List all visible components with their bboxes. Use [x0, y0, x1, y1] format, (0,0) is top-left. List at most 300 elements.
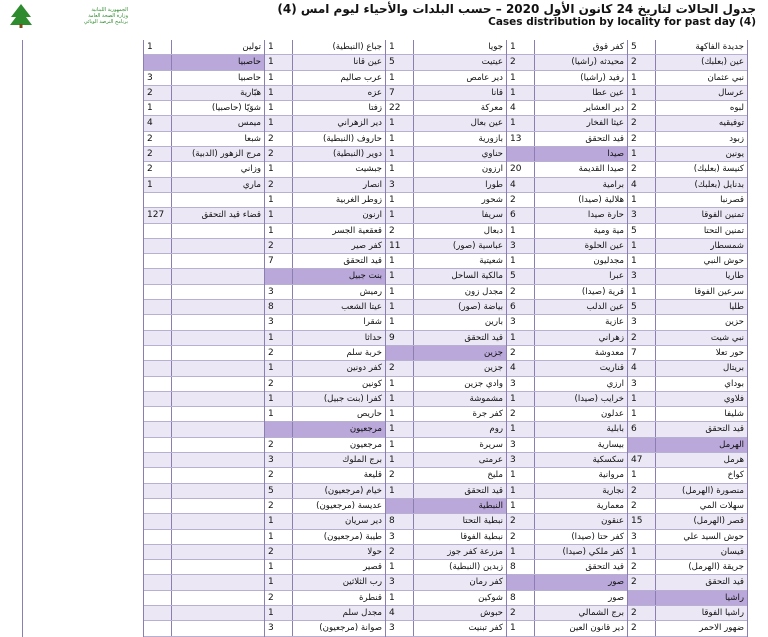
case-count: 1 [265, 514, 293, 528]
case-count: 3 [628, 530, 656, 544]
locality-name: طليا [729, 302, 744, 313]
locality-name: نبي شيت [710, 332, 744, 343]
locality-name: طورا [485, 179, 503, 190]
table-row [628, 254, 747, 269]
table-row [386, 468, 506, 483]
locality-name: قيد التحقق [585, 133, 624, 144]
locality-name: جديدة الفاكهة [695, 42, 744, 52]
locality-name: كنيسة (بعلبك) [693, 164, 744, 175]
locality-name [172, 530, 264, 544]
table-row [144, 132, 264, 147]
table-column [627, 40, 748, 637]
locality-name: توفيقيه [718, 118, 744, 129]
case-count: 1 [265, 530, 293, 544]
district-header-row [265, 269, 385, 284]
case-count: 2 [386, 361, 414, 375]
page-header [156, 2, 756, 29]
case-count [144, 407, 172, 421]
locality-name: تمنين التحتا [703, 225, 744, 236]
table-row [386, 162, 506, 177]
table-row [144, 101, 264, 116]
case-count: 1 [386, 71, 414, 85]
table-row [507, 606, 627, 621]
case-count: 6 [628, 422, 656, 436]
table-row [507, 438, 627, 453]
case-count: 1 [628, 254, 656, 268]
locality-name: جزين [484, 363, 503, 374]
case-count [144, 422, 172, 436]
table-row [386, 621, 506, 636]
case-count: 2 [507, 530, 535, 544]
case-count [265, 269, 293, 283]
table-row [507, 208, 627, 223]
case-count: 1 [265, 162, 293, 176]
locality-name [172, 438, 264, 452]
locality-name: كونين [361, 378, 382, 389]
locality-name: مرجعيون [349, 424, 382, 435]
district-header-row [628, 438, 747, 453]
locality-name: صور [608, 592, 624, 603]
locality-name [172, 361, 264, 375]
case-count: 1 [507, 71, 535, 85]
locality-name: لبوه [729, 103, 744, 114]
page-title-english: Cases distribution by locality for past day (4) [488, 16, 756, 28]
case-count: 1 [386, 285, 414, 299]
locality-name: معدوشة [594, 347, 624, 358]
locality-name: قيد التحقق [705, 577, 744, 588]
table-row [386, 254, 506, 269]
locality-name: ارزون [481, 164, 503, 175]
table-row [628, 55, 747, 70]
table-row [628, 71, 747, 86]
table-row [628, 575, 747, 590]
locality-name: مشموشة [469, 393, 503, 404]
locality-name: حناوي [481, 149, 503, 160]
case-count: 3 [628, 208, 656, 222]
table-row [144, 560, 264, 575]
case-count: 4 [507, 101, 535, 115]
case-count: 3 [265, 315, 293, 329]
table-row [265, 575, 385, 590]
locality-name: انصار [362, 179, 382, 190]
locality-name: صيدا [607, 149, 624, 160]
case-count: 1 [628, 193, 656, 207]
locality-name: رب الثلاثين [342, 577, 382, 588]
table-row [144, 499, 264, 514]
table-row [386, 101, 506, 116]
case-count [628, 438, 656, 452]
case-count: 1 [265, 361, 293, 375]
table-row [386, 147, 506, 162]
locality-name [172, 484, 264, 498]
table-row [628, 101, 747, 116]
locality-name: جويا [488, 42, 503, 52]
table-row [628, 514, 747, 529]
case-count: 20 [507, 162, 535, 176]
table-row [507, 560, 627, 575]
table-row [144, 468, 264, 483]
locality-name: برج الملوك [342, 455, 382, 466]
locality-name: عين الحلوة [584, 240, 624, 251]
locality-name: مرج الزهور (الدبية) [191, 149, 261, 160]
table-row [386, 453, 506, 468]
locality-name: قيد التحقق [464, 332, 503, 343]
table-row [265, 468, 385, 483]
case-count: 8 [265, 300, 293, 314]
case-count: 2 [628, 331, 656, 345]
locality-name [172, 545, 264, 559]
case-count: 2 [628, 116, 656, 130]
case-count: 1 [386, 162, 414, 176]
locality-name: بازورية [478, 133, 503, 144]
table-row [144, 224, 264, 239]
table-row [628, 300, 747, 315]
district-header-row [386, 499, 506, 514]
case-count: 2 [265, 346, 293, 360]
case-count [386, 499, 414, 513]
case-count: 1 [507, 86, 535, 100]
locality-name: شمسطار [710, 240, 744, 251]
case-count: 8 [507, 591, 535, 605]
table-row [265, 392, 385, 407]
locality-name: عازية [605, 317, 624, 328]
locality-name: ضهور الاحمر [699, 623, 744, 634]
case-count: 5 [507, 269, 535, 283]
case-count: 1 [628, 545, 656, 559]
locality-name: كفر تبنيت [468, 623, 503, 634]
table-row [628, 132, 747, 147]
case-count: 1 [507, 224, 535, 238]
locality-name: مروانية [598, 470, 624, 481]
locality-name: ماري [242, 179, 261, 190]
case-count [144, 560, 172, 574]
table-row [628, 346, 747, 361]
table-row [265, 224, 385, 239]
locality-name: عبرا [609, 271, 624, 282]
case-count: 1 [265, 40, 293, 54]
case-count: 1 [628, 392, 656, 406]
case-count: 1 [386, 377, 414, 391]
locality-name [172, 239, 264, 253]
case-count: 8 [386, 514, 414, 528]
case-count: 2 [386, 468, 414, 482]
locality-name: فلاوي [723, 393, 744, 404]
table-row [265, 147, 385, 162]
table-row [386, 514, 506, 529]
table-row [265, 254, 385, 269]
case-count [144, 300, 172, 314]
case-count [144, 239, 172, 253]
locality-name [172, 407, 264, 421]
table-row [144, 208, 264, 223]
locality-name [172, 621, 264, 635]
locality-name: دوير (النبطية) [333, 149, 382, 160]
locality-name: جريقة (الهرمل) [688, 562, 744, 573]
case-count: 1 [386, 422, 414, 436]
locality-name: عيثا الفخار [586, 118, 624, 129]
case-count: 2 [628, 162, 656, 176]
case-count: 2 [265, 545, 293, 559]
table-row [144, 530, 264, 545]
case-count: 2 [144, 162, 172, 176]
case-count: 127 [144, 208, 172, 222]
case-count: 7 [386, 86, 414, 100]
table-row [507, 162, 627, 177]
case-count: 1 [507, 468, 535, 482]
table-column [143, 40, 264, 637]
table-row [386, 606, 506, 621]
locality-name: خرايب (صيدا) [574, 393, 624, 404]
case-count: 1 [265, 208, 293, 222]
table-row [507, 71, 627, 86]
case-count: 7 [628, 346, 656, 360]
case-count [144, 269, 172, 283]
case-count: 2 [507, 193, 535, 207]
case-count: 5 [386, 55, 414, 69]
table-column [264, 40, 385, 637]
table-row [507, 484, 627, 499]
case-count [144, 606, 172, 620]
locality-name: نبطية الفوقا [460, 531, 503, 542]
locality-name: قصير [363, 562, 382, 573]
locality-name: حبوش [480, 607, 503, 618]
locality-name: بنت جبيل [348, 271, 382, 282]
locality-name [172, 392, 264, 406]
district-header-row [265, 422, 385, 437]
case-count: 47 [628, 453, 656, 467]
table-row [265, 193, 385, 208]
locality-name [172, 315, 264, 329]
locality-name: كواخ [727, 470, 744, 481]
locality-name: بابلية [606, 424, 624, 435]
case-count: 1 [386, 438, 414, 452]
case-count: 3 [507, 377, 535, 391]
table-row [386, 55, 506, 70]
case-count: 6 [507, 208, 535, 222]
table-row [386, 591, 506, 606]
case-count: 3 [144, 71, 172, 85]
locality-name [172, 606, 264, 620]
case-count: 2 [628, 606, 656, 620]
locality-name: عرمتى [478, 455, 503, 466]
case-count: 1 [265, 224, 293, 238]
locality-name: وادي جزين [464, 378, 503, 389]
ministry-logo [8, 3, 128, 31]
table-row [144, 621, 264, 636]
locality-name: ارنون [362, 210, 382, 221]
locality-name: نبطية التحتا [462, 516, 503, 527]
locality-name: حوش النبي [703, 256, 744, 267]
case-count: 5 [628, 224, 656, 238]
locality-name: طاريا [725, 271, 744, 282]
ministry-logo-text: الجمهورية اللبنانية وزارة الصحة العامة برنامج الترصد الوبائي [83, 7, 128, 25]
table-row [628, 453, 747, 468]
case-count [144, 55, 172, 69]
case-count: 1 [265, 86, 293, 100]
table-row [386, 530, 506, 545]
table-row [628, 285, 747, 300]
table-row [386, 71, 506, 86]
case-count: 1 [386, 560, 414, 574]
case-count: 15 [628, 514, 656, 528]
locality-name: تمنين الفوقا [701, 210, 744, 221]
page-title-arabic: جدول الحالات لتاريخ 24 كانون الأول 2020 – حسب البلدات والأحياء ليوم امس (4) [277, 2, 756, 16]
locality-name: كفر دونين [346, 363, 382, 374]
locality-name: دير الزهراني [337, 118, 382, 129]
case-count: 1 [628, 239, 656, 253]
locality-name: شحور [481, 194, 503, 205]
case-count: 5 [265, 484, 293, 498]
locality-name: رميش [359, 286, 382, 297]
table-row [265, 71, 385, 86]
case-count: 2 [144, 132, 172, 146]
table-row [265, 453, 385, 468]
case-count [144, 545, 172, 559]
case-count: 3 [507, 438, 535, 452]
locality-name: حداثا [364, 332, 382, 343]
locality-name: بيسارية [597, 439, 624, 450]
locality-name [172, 331, 264, 345]
case-count: 1 [386, 40, 414, 54]
table-row [628, 269, 747, 284]
locality-name: نبي عثمان [707, 72, 744, 83]
table-row [386, 422, 506, 437]
locality-name: شوَيّا (حاصبيا) [211, 103, 261, 114]
case-count: 3 [628, 315, 656, 329]
locality-name: ميمس [237, 118, 261, 129]
locality-name: زفتا [368, 103, 382, 114]
case-count: 4 [507, 178, 535, 192]
locality-name: روم [489, 424, 503, 435]
case-count: 1 [628, 407, 656, 421]
table-row [144, 377, 264, 392]
case-count [144, 575, 172, 589]
table-row [507, 468, 627, 483]
table-row [265, 606, 385, 621]
locality-name: مليخ [487, 470, 503, 481]
table-row [507, 86, 627, 101]
case-count: 3 [507, 453, 535, 467]
table-row [507, 116, 627, 131]
locality-name: حزين [725, 317, 744, 328]
locality-name [172, 269, 264, 283]
table-row [265, 86, 385, 101]
case-count: 1 [507, 621, 535, 635]
table-row [144, 575, 264, 590]
table-row [386, 40, 506, 55]
case-count [144, 591, 172, 605]
case-count [144, 193, 172, 207]
locality-name: دير عامص [466, 72, 503, 83]
case-count: 2 [265, 468, 293, 482]
case-count: 2 [265, 591, 293, 605]
table-row [386, 315, 506, 330]
case-count: 2 [628, 560, 656, 574]
table-row [386, 331, 506, 346]
table-row [507, 285, 627, 300]
locality-name: قليعة [363, 470, 382, 481]
table-row [628, 162, 747, 177]
table-row [265, 315, 385, 330]
locality-name [172, 453, 264, 467]
case-count: 1 [628, 285, 656, 299]
locality-name: عين عطا [592, 87, 624, 98]
case-count [144, 377, 172, 391]
locality-name: هلالية (صيدا) [578, 194, 624, 205]
locality-name: برامية [602, 179, 624, 190]
locality-name: جزين [484, 347, 503, 358]
table-row [386, 116, 506, 131]
locality-name [172, 300, 264, 314]
table-row [144, 162, 264, 177]
locality-name: عرب صاليم [340, 72, 382, 83]
table-row [507, 269, 627, 284]
locality-name: كفر قوق [592, 42, 624, 52]
case-count: 13 [507, 132, 535, 146]
case-count: 2 [628, 575, 656, 589]
table-row [507, 591, 627, 606]
case-count: 3 [628, 377, 656, 391]
table-row [628, 331, 747, 346]
locality-name: دير قانون العين [569, 623, 624, 634]
locality-name: سهلات المي [699, 500, 744, 511]
table-row [386, 239, 506, 254]
case-count [265, 422, 293, 436]
case-count: 4 [628, 361, 656, 375]
locality-name: بريتال [723, 363, 744, 374]
table-row [265, 331, 385, 346]
case-count: 1 [265, 606, 293, 620]
table-row [386, 560, 506, 575]
table-row [265, 239, 385, 254]
table-row [628, 178, 747, 193]
table-row [386, 86, 506, 101]
case-count: 2 [265, 239, 293, 253]
table-row [386, 392, 506, 407]
table-row [628, 422, 747, 437]
table-row [265, 560, 385, 575]
table-row [265, 101, 385, 116]
locality-name: معركة [480, 103, 503, 114]
locality-name: عباسية (صور) [452, 240, 503, 251]
case-count: 1 [507, 545, 535, 559]
locality-name [172, 193, 264, 207]
locality-name: قرية (صيدا) [581, 286, 624, 297]
locality-name: سكسكية [592, 455, 624, 466]
case-count: 1 [265, 71, 293, 85]
case-count [507, 147, 535, 161]
locality-name: قانا [491, 87, 503, 98]
table-column-empty [22, 40, 143, 637]
table-row [386, 269, 506, 284]
locality-name: قنطرة [359, 592, 382, 603]
case-count: 1 [265, 331, 293, 345]
table-row [144, 315, 264, 330]
table-row [386, 178, 506, 193]
table-row [386, 575, 506, 590]
locality-name: عدلون [600, 409, 624, 420]
table-row [144, 147, 264, 162]
table-row [265, 346, 385, 361]
table-row [144, 331, 264, 346]
case-count: 3 [386, 530, 414, 544]
case-count: 1 [507, 499, 535, 513]
table-row [386, 361, 506, 376]
case-count [144, 285, 172, 299]
case-count: 3 [265, 285, 293, 299]
case-count: 4 [507, 361, 535, 375]
locality-name: محيدثه (راشيا) [571, 57, 624, 68]
